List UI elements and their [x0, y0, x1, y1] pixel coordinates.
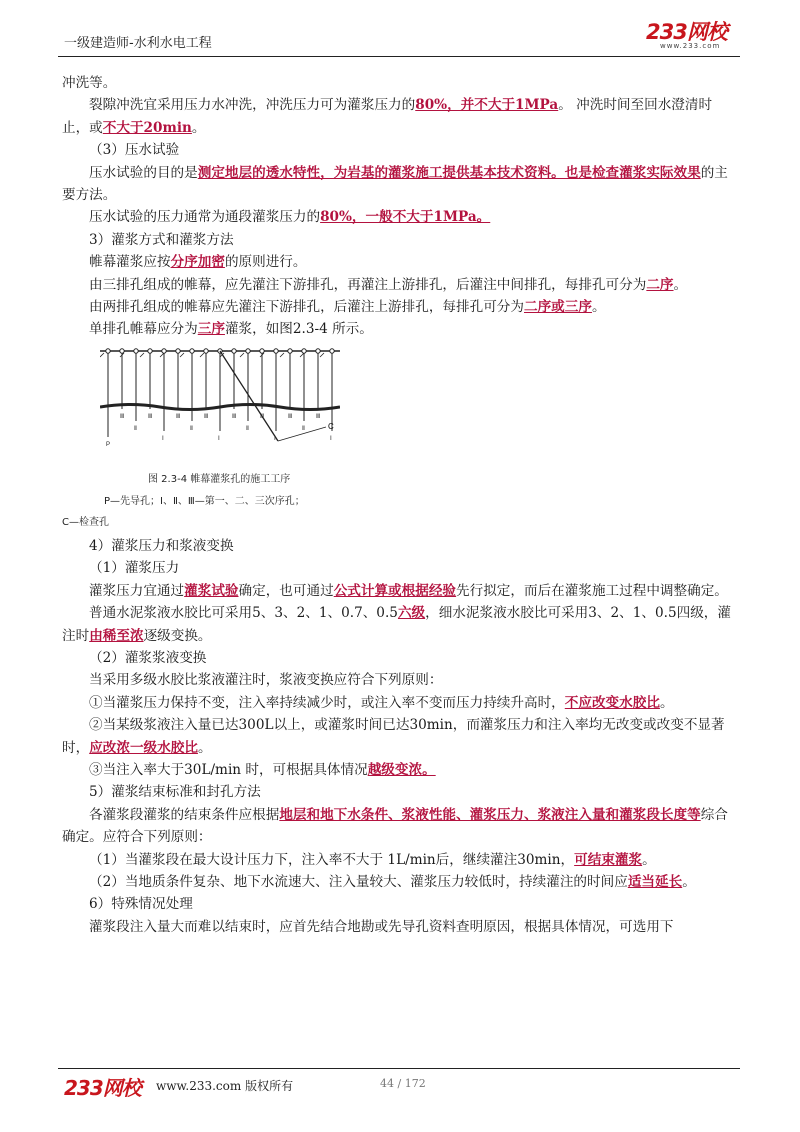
- section-heading: 5）灌浆结束标准和封孔方法: [89, 784, 261, 801]
- highlight-text: 适当延长: [627, 873, 683, 890]
- highlight-text: 越级变浓。: [367, 761, 436, 778]
- highlight-text: 灌浆试验: [184, 582, 239, 599]
- highlight-text: 应改浓一级水胶比: [89, 739, 198, 756]
- hole-head-marker: [274, 349, 278, 353]
- logo-brand: 233网校: [646, 20, 727, 44]
- hole-head-marker: [176, 349, 180, 353]
- paragraph: 由两排孔组成的帷幕应先灌注下游排孔，后灌注上游排孔，每排孔可分为二序或三序。: [89, 299, 606, 316]
- paragraph: ②当某级浆液注入量已达300L以上，或灌浆时间已达30min，而灌浆压力和注入率均无改变或改变不显著时，应改浓一级水胶比。: [62, 717, 725, 756]
- hole-head-marker: [260, 349, 264, 353]
- hole-order-label: Ⅲ: [148, 413, 153, 420]
- hole-head-marker: [204, 349, 208, 353]
- logo-url: www.233.com: [660, 42, 721, 50]
- highlight-text: 地层和地下水条件、浆液性能、灌浆压力、浆液注入量和灌浆段长度等: [279, 806, 701, 823]
- hole-head-marker: [330, 349, 334, 353]
- paragraph: ③当注入率大于30L/min 时，可根据具体情况越级变浓。: [89, 761, 436, 778]
- hole-order-label: Ⅰ: [218, 435, 220, 442]
- paragraph: 帷幕灌浆应按分序加密的原则进行。: [89, 254, 307, 271]
- paragraph: 当采用多级水胶比浆液灌注时，浆液变换应符合下列原则：: [89, 672, 443, 689]
- hole-order-label: Ⅲ: [288, 413, 293, 420]
- hole-head-marker: [106, 349, 110, 353]
- footer-copyright: www.233.com 版权所有: [156, 1079, 294, 1093]
- hole-head-marker: [148, 349, 152, 353]
- hole-order-label: Ⅲ: [204, 413, 209, 420]
- hole-head-marker: [316, 349, 320, 353]
- hole-order-label: Ⅱ: [190, 425, 193, 432]
- page-number: 44 / 172: [380, 1077, 426, 1090]
- footer-logo[interactable]: 233网校: [64, 1076, 141, 1100]
- check-hole-label: C: [328, 421, 334, 431]
- hole-head-marker: [190, 349, 194, 353]
- hole-order-label: Ⅱ: [246, 425, 249, 432]
- highlight-text: 不应改变水胶比: [564, 694, 660, 711]
- highlight-text: 80%，并不大于1MPa: [415, 97, 559, 114]
- header-divider: [58, 56, 740, 57]
- hole-order-label: Ⅲ: [176, 413, 181, 420]
- paragraph: 灌浆压力宜通过灌浆试验确定，也可通过公式计算或根据经验先行拟定，而后在灌浆施工过程中调整确定。: [89, 582, 728, 599]
- paragraph: 由三排孔组成的帷幕，应先灌注下游排孔，再灌注上游排孔，后灌注中间排孔，每排孔可分为二序。: [89, 276, 688, 293]
- hole-head-marker: [134, 349, 138, 353]
- brand-logo[interactable]: [646, 22, 738, 52]
- highlight-text: 80%，一般不大于1MPa。: [320, 209, 491, 226]
- hole-order-label: Ⅲ: [316, 413, 321, 420]
- footer-divider: [58, 1068, 740, 1069]
- figure-caption: 图 2.3-4 帷幕灌浆孔的施工工序: [148, 473, 291, 485]
- highlight-text: 可结束灌浆: [574, 851, 643, 868]
- hole-head-marker: [120, 349, 124, 353]
- highlight-text: 二序或三序: [524, 299, 592, 316]
- section-heading: （3）压水试验: [89, 142, 180, 159]
- hole-order-label: Ⅱ: [302, 425, 305, 432]
- paragraph: 各灌浆段灌浆的结束条件应根据地层和地下水条件、浆液性能、灌浆压力、浆液注入量和灌浆段长度等综合确定。应符合下列原则：: [62, 806, 728, 846]
- highlight-text: 不大于20min: [102, 119, 192, 136]
- hole-order-label: Ⅲ: [260, 413, 265, 420]
- paragraph: 灌浆段注入量大而难以结束时，应首先结合地勘或先导孔资料查明原因，根据具体情况，可选用下: [89, 918, 674, 935]
- hole-order-label: Ⅰ: [162, 435, 164, 442]
- hole-head-marker: [246, 349, 250, 353]
- highlight-text: 三序: [197, 321, 225, 338]
- paragraph: （1）当灌浆段在最大设计压力下，注入率不大于 1L/min后，继续灌注30min，可结束灌浆。: [89, 851, 656, 868]
- section-heading: （1）灌浆压力: [89, 560, 180, 577]
- hole-order-label: P: [106, 441, 111, 448]
- hole-order-label: Ⅰ: [330, 435, 332, 442]
- paragraph: 压水试验的压力通常为通段灌浆压力的80%，一般不大于1MPa。: [89, 209, 491, 226]
- section-heading: （2）灌浆浆液变换: [89, 649, 207, 666]
- hole-order-label: Ⅱ: [134, 425, 137, 432]
- hole-head-marker: [288, 349, 292, 353]
- figure-legend: P—先导孔；Ⅰ、Ⅱ、Ⅲ—第一、二、三次序孔；: [104, 495, 305, 507]
- hole-order-label: Ⅲ: [232, 413, 237, 420]
- figure-grout-holes: [62, 341, 738, 535]
- paragraph: ①当灌浆压力保持不变，注入率持续减少时，或注入率不变而压力持续升高时，不应改变水胶比。: [89, 694, 674, 711]
- paragraph: （2）当地质条件复杂、地下水流速大、注入量较大、灌浆压力较低时，持续灌注的时间应适当延长。: [89, 873, 696, 890]
- grout-hole-diagram: [100, 345, 340, 465]
- paragraph: 冲洗等。: [62, 75, 117, 91]
- paragraph: 单排孔帷幕应分为三序灌浆，如图2.3-4 所示。: [89, 321, 373, 338]
- highlight-text: 六级: [397, 605, 426, 622]
- highlight-text: 由稀至浓: [89, 627, 144, 644]
- document-body: [62, 72, 738, 938]
- paragraph: 压水试验的目的是测定地层的透水特性，为岩基的灌浆施工提供基本技术资料。也是检查灌浆实际效果的主要方法。: [62, 164, 728, 204]
- highlight-text: 分序加密: [170, 254, 225, 271]
- hole-head-marker: [302, 349, 306, 353]
- highlight-text: 公式计算或根据经验: [333, 582, 457, 599]
- section-heading: 4）灌浆压力和浆液变换: [89, 537, 234, 554]
- header-title: 一级建造师-水利水电工程: [64, 36, 212, 51]
- figure-legend: C—检查孔: [62, 516, 109, 528]
- hole-head-marker: [162, 349, 166, 353]
- paragraph: 裂隙冲洗宜采用压力水冲洗，冲洗压力可为灌浆压力的80%，并不大于1MPa。 冲洗时间至回水澄清时止，或不大于20min。: [62, 97, 713, 136]
- paragraph: 普通水泥浆液水胶比可采用5、3、2、1、0.7、0.5六级，细水泥浆液水胶比可采用3、2、1、0.5四级，灌注时由稀至浓逐级变换。: [62, 605, 731, 644]
- hole-order-label: Ⅰ: [274, 435, 276, 442]
- section-heading: 6）特殊情况处理: [89, 896, 193, 913]
- section-heading: 3）灌浆方式和灌浆方法: [89, 231, 234, 248]
- hole-order-label: Ⅲ: [120, 413, 125, 420]
- hole-head-marker: [232, 349, 236, 353]
- highlight-text: 二序: [646, 276, 674, 293]
- highlight-text: 测定地层的透水特性，为岩基的灌浆施工提供基本技术资料。也是检查灌浆实际效果: [197, 164, 701, 181]
